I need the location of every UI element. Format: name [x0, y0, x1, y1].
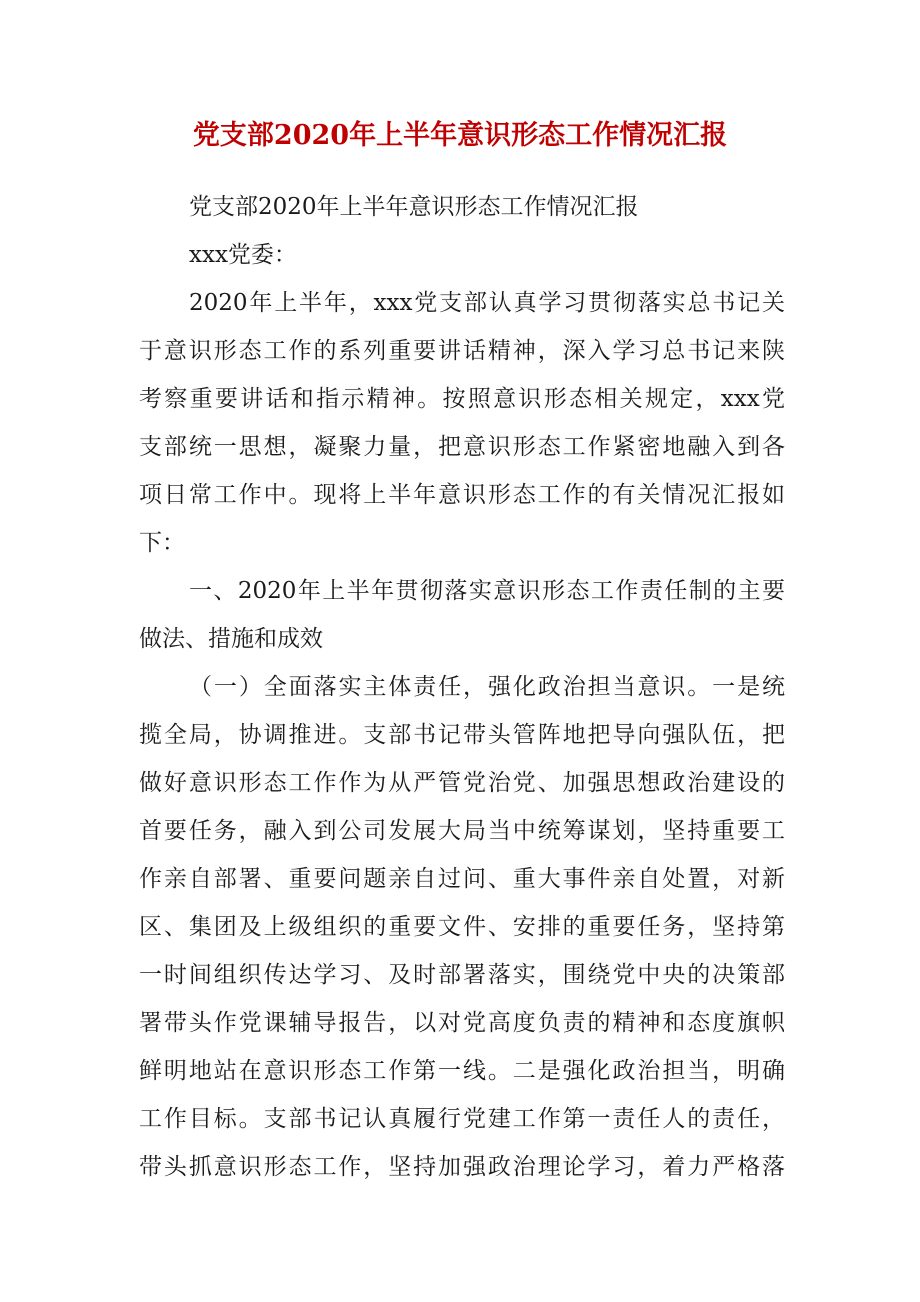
paragraph-line: 考察重要讲话和指示精神。按照意识形态相关规定，xxx党 — [139, 386, 785, 412]
paragraph-line: （一）全面落实主体责任，强化政治担当意识。一是统 — [189, 674, 785, 700]
paragraph-line: 鲜明地站在意识形态工作第一线。二是强化政治担当，明确 — [139, 1058, 785, 1084]
section-heading-line: 一、2020年上半年贯彻落实意识形态工作责任制的主要 — [189, 578, 785, 604]
paragraph-line: 工作目标。支部书记认真履行党建工作第一责任人的责任， — [139, 1106, 785, 1132]
paragraph-line: 一时间组织传达学习、及时部署落实，围绕党中央的决策部 — [139, 962, 785, 988]
paragraph-line: 做好意识形态工作作为从严管党治党、加强思想政治建设的 — [139, 770, 785, 796]
paragraph-line: 揽全局，协调推进。支部书记带头管阵地把导向强队伍，把 — [139, 722, 785, 748]
paragraph-line: 支部统一思想，凝聚力量，把意识形态工作紧密地融入到各 — [139, 434, 785, 460]
paragraph-line: 于意识形态工作的系列重要讲话精神，深入学习总书记来陕 — [139, 338, 785, 364]
document-body — [139, 183, 785, 1191]
paragraph-line: 2020年上半年，xxx党支部认真学习贯彻落实总书记关 — [189, 290, 785, 316]
paragraph-line: 首要任务，融入到公司发展大局当中统筹谋划，坚持重要工 — [139, 818, 785, 844]
salutation-line: xxx党委： — [189, 242, 297, 268]
paragraph-line: 作亲自部署、重要问题亲自过问、重大事件亲自处置，对新 — [139, 866, 785, 892]
document-title: 党支部2020年上半年意识形态工作情况汇报 — [192, 120, 728, 151]
paragraph-line: 下： — [139, 530, 185, 556]
paragraph-line: 署带头作党课辅导报告，以对党高度负责的精神和态度旗帜 — [139, 1010, 785, 1036]
paragraph-line: 项日常工作中。现将上半年意识形态工作的有关情况汇报如 — [139, 482, 785, 508]
paragraph-line: 区、集团及上级组织的重要文件、安排的重要任务，坚持第 — [139, 914, 785, 940]
subtitle-line: 党支部2020年上半年意识形态工作情况汇报 — [189, 194, 639, 220]
section-heading-line: 做法、措施和成效 — [139, 626, 323, 652]
paragraph-line: 带头抓意识形态工作，坚持加强政治理论学习，着力严格落 — [139, 1154, 785, 1180]
